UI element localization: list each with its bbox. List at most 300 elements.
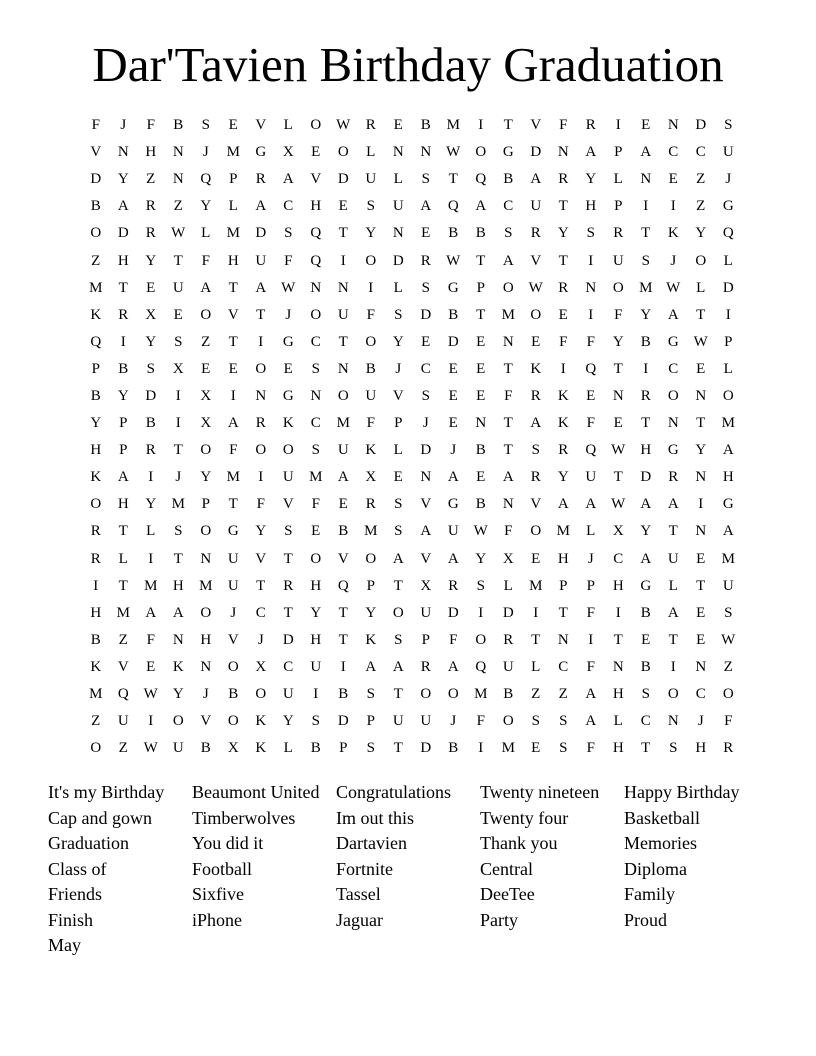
grid-cell[interactable]: T: [696, 415, 706, 432]
grid-cell[interactable]: E: [641, 631, 651, 648]
grid-cell[interactable]: D: [695, 117, 707, 134]
grid-cell[interactable]: J: [450, 442, 457, 459]
grid-cell[interactable]: U: [420, 604, 432, 621]
grid-cell[interactable]: A: [282, 171, 294, 188]
grid-cell[interactable]: U: [447, 523, 459, 540]
grid-cell[interactable]: A: [447, 469, 459, 486]
grid-cell[interactable]: K: [530, 360, 542, 377]
grid-cell[interactable]: H: [585, 198, 597, 215]
grid-cell[interactable]: B: [145, 415, 156, 432]
grid-cell[interactable]: W: [693, 333, 708, 350]
grid-cell[interactable]: H: [200, 631, 212, 648]
grid-cell[interactable]: R: [640, 387, 651, 404]
grid-cell[interactable]: A: [200, 279, 212, 296]
grid-cell[interactable]: T: [668, 631, 678, 648]
grid-cell[interactable]: G: [667, 442, 679, 459]
grid-cell[interactable]: N: [310, 387, 322, 404]
grid-cell[interactable]: P: [119, 442, 128, 459]
grid-cell[interactable]: I: [258, 333, 264, 350]
grid-cell[interactable]: L: [118, 550, 128, 567]
grid-cell[interactable]: I: [478, 604, 484, 621]
grid-cell[interactable]: O: [337, 387, 349, 404]
grid-cell[interactable]: A: [667, 496, 679, 513]
grid-cell[interactable]: N: [557, 631, 569, 648]
grid-cell[interactable]: Z: [146, 171, 156, 188]
grid-cell[interactable]: A: [530, 171, 542, 188]
grid-cell[interactable]: T: [173, 442, 183, 459]
grid-cell[interactable]: L: [613, 171, 623, 188]
grid-cell[interactable]: U: [227, 550, 239, 567]
grid-cell[interactable]: A: [337, 469, 349, 486]
grid-cell[interactable]: F: [366, 306, 375, 323]
grid-cell[interactable]: R: [558, 279, 569, 296]
grid-cell[interactable]: C: [255, 604, 266, 621]
grid-cell[interactable]: W: [721, 631, 736, 648]
grid-cell[interactable]: U: [337, 442, 349, 459]
grid-cell[interactable]: R: [530, 387, 541, 404]
grid-cell[interactable]: O: [90, 225, 102, 242]
grid-cell[interactable]: D: [282, 631, 294, 648]
grid-cell[interactable]: V: [200, 713, 212, 730]
grid-cell[interactable]: T: [476, 252, 486, 269]
grid-cell[interactable]: T: [641, 225, 651, 242]
grid-cell[interactable]: B: [90, 198, 101, 215]
grid-cell[interactable]: E: [311, 144, 321, 161]
grid-cell[interactable]: G: [282, 333, 294, 350]
grid-cell[interactable]: I: [615, 117, 621, 134]
grid-cell[interactable]: A: [722, 442, 734, 459]
grid-cell[interactable]: N: [200, 658, 212, 675]
grid-cell[interactable]: R: [668, 469, 679, 486]
grid-cell[interactable]: W: [666, 279, 681, 296]
grid-cell[interactable]: H: [722, 469, 734, 486]
grid-cell[interactable]: L: [503, 577, 513, 594]
grid-cell[interactable]: P: [559, 577, 568, 594]
grid-cell[interactable]: E: [668, 171, 678, 188]
grid-cell[interactable]: A: [365, 658, 377, 675]
grid-cell[interactable]: P: [586, 577, 595, 594]
grid-cell[interactable]: D: [392, 252, 404, 269]
grid-cell[interactable]: B: [118, 360, 129, 377]
grid-cell[interactable]: O: [310, 306, 322, 323]
grid-cell[interactable]: H: [172, 577, 184, 594]
grid-cell[interactable]: I: [93, 577, 99, 594]
grid-cell[interactable]: S: [724, 117, 733, 134]
grid-cell[interactable]: S: [504, 225, 513, 242]
grid-cell[interactable]: O: [255, 686, 267, 703]
grid-cell[interactable]: H: [612, 686, 624, 703]
grid-cell[interactable]: H: [310, 631, 322, 648]
grid-cell[interactable]: F: [476, 713, 485, 730]
grid-cell[interactable]: S: [641, 252, 650, 269]
grid-cell[interactable]: U: [310, 658, 322, 675]
grid-cell[interactable]: I: [175, 387, 181, 404]
grid-cell[interactable]: K: [365, 442, 377, 459]
grid-cell[interactable]: M: [364, 523, 378, 540]
grid-cell[interactable]: J: [450, 713, 457, 730]
grid-cell[interactable]: Z: [558, 686, 568, 703]
grid-cell[interactable]: P: [366, 713, 375, 730]
grid-cell[interactable]: T: [338, 604, 348, 621]
grid-cell[interactable]: Y: [255, 523, 267, 540]
grid-cell[interactable]: Z: [118, 740, 128, 757]
grid-cell[interactable]: L: [723, 252, 733, 269]
grid-cell[interactable]: R: [448, 577, 459, 594]
grid-cell[interactable]: N: [337, 279, 349, 296]
grid-cell[interactable]: V: [420, 496, 432, 513]
grid-cell[interactable]: A: [145, 604, 157, 621]
grid-cell[interactable]: I: [588, 252, 594, 269]
grid-cell[interactable]: C: [310, 333, 321, 350]
grid-cell[interactable]: N: [172, 631, 184, 648]
grid-cell[interactable]: Y: [172, 686, 184, 703]
grid-cell[interactable]: E: [531, 740, 541, 757]
grid-cell[interactable]: U: [172, 740, 184, 757]
grid-cell[interactable]: O: [255, 442, 267, 459]
grid-cell[interactable]: L: [283, 117, 293, 134]
grid-cell[interactable]: T: [118, 523, 128, 540]
grid-cell[interactable]: J: [202, 144, 209, 161]
grid-cell[interactable]: F: [146, 631, 155, 648]
grid-cell[interactable]: M: [721, 415, 735, 432]
grid-cell[interactable]: U: [337, 306, 349, 323]
grid-cell[interactable]: X: [255, 658, 267, 675]
grid-cell[interactable]: N: [585, 279, 597, 296]
grid-cell[interactable]: U: [255, 252, 267, 269]
grid-cell[interactable]: B: [448, 740, 459, 757]
grid-cell[interactable]: Z: [696, 198, 706, 215]
grid-cell[interactable]: M: [446, 117, 460, 134]
grid-cell[interactable]: K: [557, 415, 569, 432]
grid-cell[interactable]: Y: [90, 415, 102, 432]
grid-cell[interactable]: T: [613, 631, 623, 648]
grid-cell[interactable]: I: [478, 740, 484, 757]
grid-cell[interactable]: S: [366, 740, 375, 757]
grid-cell[interactable]: O: [227, 658, 239, 675]
grid-cell[interactable]: S: [559, 740, 568, 757]
grid-cell[interactable]: D: [90, 171, 102, 188]
grid-cell[interactable]: X: [200, 387, 212, 404]
grid-cell[interactable]: T: [503, 360, 513, 377]
grid-cell[interactable]: P: [366, 577, 375, 594]
grid-cell[interactable]: H: [117, 496, 129, 513]
grid-cell[interactable]: A: [667, 604, 679, 621]
grid-cell[interactable]: T: [393, 740, 403, 757]
grid-cell[interactable]: I: [313, 686, 319, 703]
grid-cell[interactable]: O: [695, 252, 707, 269]
grid-cell[interactable]: T: [558, 604, 568, 621]
grid-cell[interactable]: O: [310, 117, 322, 134]
grid-cell[interactable]: J: [230, 604, 237, 621]
grid-cell[interactable]: F: [504, 523, 513, 540]
grid-cell[interactable]: R: [255, 415, 266, 432]
grid-cell[interactable]: O: [200, 604, 212, 621]
grid-cell[interactable]: A: [722, 523, 734, 540]
grid-cell[interactable]: A: [585, 713, 597, 730]
grid-cell[interactable]: R: [585, 117, 596, 134]
grid-cell[interactable]: H: [145, 144, 157, 161]
grid-cell[interactable]: W: [611, 496, 626, 513]
grid-cell[interactable]: P: [201, 496, 210, 513]
grid-cell[interactable]: S: [311, 442, 320, 459]
grid-cell[interactable]: N: [667, 713, 679, 730]
grid-cell[interactable]: R: [118, 306, 129, 323]
grid-cell[interactable]: I: [230, 387, 236, 404]
grid-cell[interactable]: Z: [173, 198, 183, 215]
grid-cell[interactable]: Y: [310, 604, 322, 621]
grid-cell[interactable]: U: [365, 171, 377, 188]
grid-cell[interactable]: V: [392, 387, 404, 404]
grid-cell[interactable]: E: [696, 360, 706, 377]
grid-cell[interactable]: M: [556, 523, 570, 540]
grid-cell[interactable]: T: [338, 631, 348, 648]
grid-cell[interactable]: J: [395, 360, 402, 377]
grid-cell[interactable]: R: [420, 252, 431, 269]
grid-cell[interactable]: Y: [640, 523, 652, 540]
grid-cell[interactable]: Q: [447, 198, 459, 215]
grid-cell[interactable]: S: [586, 225, 595, 242]
grid-cell[interactable]: H: [612, 577, 624, 594]
grid-cell[interactable]: E: [476, 387, 486, 404]
grid-cell[interactable]: T: [283, 604, 293, 621]
grid-cell[interactable]: O: [475, 631, 487, 648]
grid-cell[interactable]: T: [641, 415, 651, 432]
grid-cell[interactable]: F: [256, 496, 265, 513]
grid-cell[interactable]: F: [229, 442, 238, 459]
grid-cell[interactable]: E: [448, 387, 458, 404]
grid-cell[interactable]: O: [282, 442, 294, 459]
grid-cell[interactable]: I: [643, 360, 649, 377]
grid-cell[interactable]: I: [340, 252, 346, 269]
grid-cell[interactable]: T: [393, 686, 403, 703]
grid-cell[interactable]: N: [612, 658, 624, 675]
grid-cell[interactable]: D: [117, 225, 129, 242]
grid-cell[interactable]: W: [446, 144, 461, 161]
grid-cell[interactable]: M: [226, 225, 240, 242]
grid-cell[interactable]: D: [502, 604, 514, 621]
grid-cell[interactable]: N: [502, 496, 514, 513]
grid-cell[interactable]: T: [283, 550, 293, 567]
grid-cell[interactable]: N: [557, 144, 569, 161]
grid-cell[interactable]: T: [696, 306, 706, 323]
grid-cell[interactable]: D: [145, 387, 157, 404]
grid-cell[interactable]: C: [640, 713, 651, 730]
grid-cell[interactable]: E: [696, 550, 706, 567]
grid-cell[interactable]: K: [667, 225, 679, 242]
grid-cell[interactable]: S: [421, 279, 430, 296]
grid-cell[interactable]: D: [447, 333, 459, 350]
grid-cell[interactable]: A: [530, 415, 542, 432]
grid-cell[interactable]: V: [420, 550, 432, 567]
grid-cell[interactable]: B: [338, 686, 349, 703]
grid-cell[interactable]: F: [559, 333, 568, 350]
grid-cell[interactable]: Z: [531, 686, 541, 703]
grid-cell[interactable]: I: [340, 658, 346, 675]
grid-cell[interactable]: S: [174, 523, 183, 540]
grid-cell[interactable]: L: [146, 523, 156, 540]
grid-cell[interactable]: J: [175, 469, 182, 486]
grid-cell[interactable]: S: [476, 577, 485, 594]
grid-cell[interactable]: N: [337, 360, 349, 377]
grid-cell[interactable]: V: [117, 658, 129, 675]
grid-cell[interactable]: G: [447, 496, 459, 513]
grid-cell[interactable]: L: [668, 577, 678, 594]
grid-cell[interactable]: E: [311, 523, 321, 540]
grid-cell[interactable]: U: [392, 713, 404, 730]
grid-cell[interactable]: S: [366, 198, 375, 215]
grid-cell[interactable]: P: [614, 198, 623, 215]
grid-cell[interactable]: T: [558, 252, 568, 269]
grid-cell[interactable]: F: [91, 117, 100, 134]
grid-cell[interactable]: O: [722, 387, 734, 404]
grid-cell[interactable]: F: [586, 415, 595, 432]
grid-cell[interactable]: T: [558, 198, 568, 215]
grid-cell[interactable]: B: [475, 442, 486, 459]
grid-cell[interactable]: C: [695, 686, 706, 703]
grid-cell[interactable]: T: [118, 279, 128, 296]
grid-cell[interactable]: I: [670, 198, 676, 215]
grid-cell[interactable]: H: [557, 550, 569, 567]
grid-cell[interactable]: M: [474, 686, 488, 703]
grid-cell[interactable]: D: [722, 279, 734, 296]
grid-cell[interactable]: I: [148, 469, 154, 486]
grid-cell[interactable]: L: [393, 171, 403, 188]
grid-cell[interactable]: N: [695, 387, 707, 404]
grid-cell[interactable]: U: [502, 658, 514, 675]
grid-cell[interactable]: X: [420, 577, 432, 594]
grid-cell[interactable]: N: [420, 144, 432, 161]
grid-cell[interactable]: I: [533, 604, 539, 621]
grid-cell[interactable]: B: [475, 225, 486, 242]
grid-cell[interactable]: C: [310, 415, 321, 432]
grid-cell[interactable]: X: [227, 740, 239, 757]
grid-cell[interactable]: T: [503, 117, 513, 134]
grid-cell[interactable]: L: [393, 442, 403, 459]
grid-cell[interactable]: R: [145, 442, 156, 459]
grid-cell[interactable]: A: [255, 198, 267, 215]
grid-cell[interactable]: S: [146, 360, 155, 377]
grid-cell[interactable]: G: [722, 496, 734, 513]
grid-cell[interactable]: U: [530, 198, 542, 215]
grid-cell[interactable]: S: [559, 713, 568, 730]
grid-cell[interactable]: I: [615, 604, 621, 621]
grid-cell[interactable]: U: [365, 387, 377, 404]
grid-cell[interactable]: A: [585, 686, 597, 703]
grid-cell[interactable]: D: [420, 306, 432, 323]
grid-cell[interactable]: I: [560, 360, 566, 377]
grid-cell[interactable]: E: [421, 333, 431, 350]
grid-cell[interactable]: L: [696, 279, 706, 296]
grid-cell[interactable]: Y: [392, 333, 404, 350]
grid-cell[interactable]: A: [255, 279, 267, 296]
grid-cell[interactable]: W: [528, 279, 543, 296]
grid-cell[interactable]: S: [641, 686, 650, 703]
grid-cell[interactable]: S: [724, 604, 733, 621]
grid-cell[interactable]: Z: [696, 171, 706, 188]
grid-cell[interactable]: A: [392, 658, 404, 675]
grid-cell[interactable]: L: [613, 713, 623, 730]
grid-cell[interactable]: R: [613, 225, 624, 242]
grid-cell[interactable]: A: [502, 252, 514, 269]
grid-cell[interactable]: V: [530, 252, 542, 269]
grid-cell[interactable]: I: [670, 658, 676, 675]
grid-cell[interactable]: U: [722, 144, 734, 161]
grid-cell[interactable]: P: [724, 333, 733, 350]
grid-cell[interactable]: E: [338, 198, 348, 215]
grid-cell[interactable]: B: [503, 171, 514, 188]
grid-cell[interactable]: A: [640, 496, 652, 513]
grid-cell[interactable]: H: [90, 604, 102, 621]
grid-cell[interactable]: M: [721, 550, 735, 567]
grid-cell[interactable]: E: [228, 360, 238, 377]
grid-cell[interactable]: U: [722, 577, 734, 594]
grid-cell[interactable]: I: [478, 117, 484, 134]
grid-cell[interactable]: Q: [117, 686, 129, 703]
grid-cell[interactable]: N: [667, 117, 679, 134]
grid-cell[interactable]: S: [394, 523, 403, 540]
grid-cell[interactable]: E: [338, 496, 348, 513]
grid-cell[interactable]: G: [227, 523, 239, 540]
grid-cell[interactable]: N: [502, 333, 514, 350]
grid-cell[interactable]: X: [172, 360, 184, 377]
grid-cell[interactable]: A: [585, 144, 597, 161]
grid-cell[interactable]: R: [255, 171, 266, 188]
grid-cell[interactable]: L: [586, 523, 596, 540]
grid-cell[interactable]: N: [640, 171, 652, 188]
grid-cell[interactable]: P: [476, 279, 485, 296]
grid-cell[interactable]: B: [640, 658, 651, 675]
grid-cell[interactable]: M: [199, 577, 213, 594]
grid-cell[interactable]: B: [420, 117, 431, 134]
grid-cell[interactable]: Z: [91, 252, 101, 269]
grid-cell[interactable]: O: [365, 550, 377, 567]
grid-cell[interactable]: O: [200, 523, 212, 540]
grid-cell[interactable]: O: [530, 523, 542, 540]
grid-cell[interactable]: B: [365, 360, 376, 377]
grid-cell[interactable]: X: [145, 306, 157, 323]
grid-cell[interactable]: S: [394, 631, 403, 648]
grid-cell[interactable]: U: [282, 686, 294, 703]
grid-cell[interactable]: R: [283, 577, 294, 594]
grid-cell[interactable]: F: [586, 333, 595, 350]
grid-cell[interactable]: A: [117, 469, 129, 486]
grid-cell[interactable]: C: [503, 198, 514, 215]
grid-cell[interactable]: T: [476, 306, 486, 323]
grid-cell[interactable]: Q: [200, 171, 212, 188]
grid-cell[interactable]: H: [612, 740, 624, 757]
grid-cell[interactable]: Y: [695, 442, 707, 459]
grid-cell[interactable]: J: [697, 713, 704, 730]
grid-cell[interactable]: B: [338, 523, 349, 540]
grid-cell[interactable]: F: [284, 252, 293, 269]
grid-cell[interactable]: S: [394, 496, 403, 513]
grid-cell[interactable]: U: [282, 469, 294, 486]
grid-cell[interactable]: N: [695, 469, 707, 486]
grid-cell[interactable]: D: [447, 604, 459, 621]
grid-cell[interactable]: T: [173, 252, 183, 269]
grid-cell[interactable]: S: [174, 333, 183, 350]
grid-cell[interactable]: O: [90, 740, 102, 757]
grid-cell[interactable]: I: [120, 333, 126, 350]
grid-cell[interactable]: M: [89, 686, 103, 703]
grid-cell[interactable]: T: [393, 577, 403, 594]
grid-cell[interactable]: S: [531, 713, 540, 730]
grid-cell[interactable]: U: [420, 713, 432, 730]
grid-cell[interactable]: A: [227, 415, 239, 432]
grid-cell[interactable]: J: [587, 550, 594, 567]
grid-cell[interactable]: U: [117, 713, 129, 730]
grid-cell[interactable]: X: [282, 144, 294, 161]
